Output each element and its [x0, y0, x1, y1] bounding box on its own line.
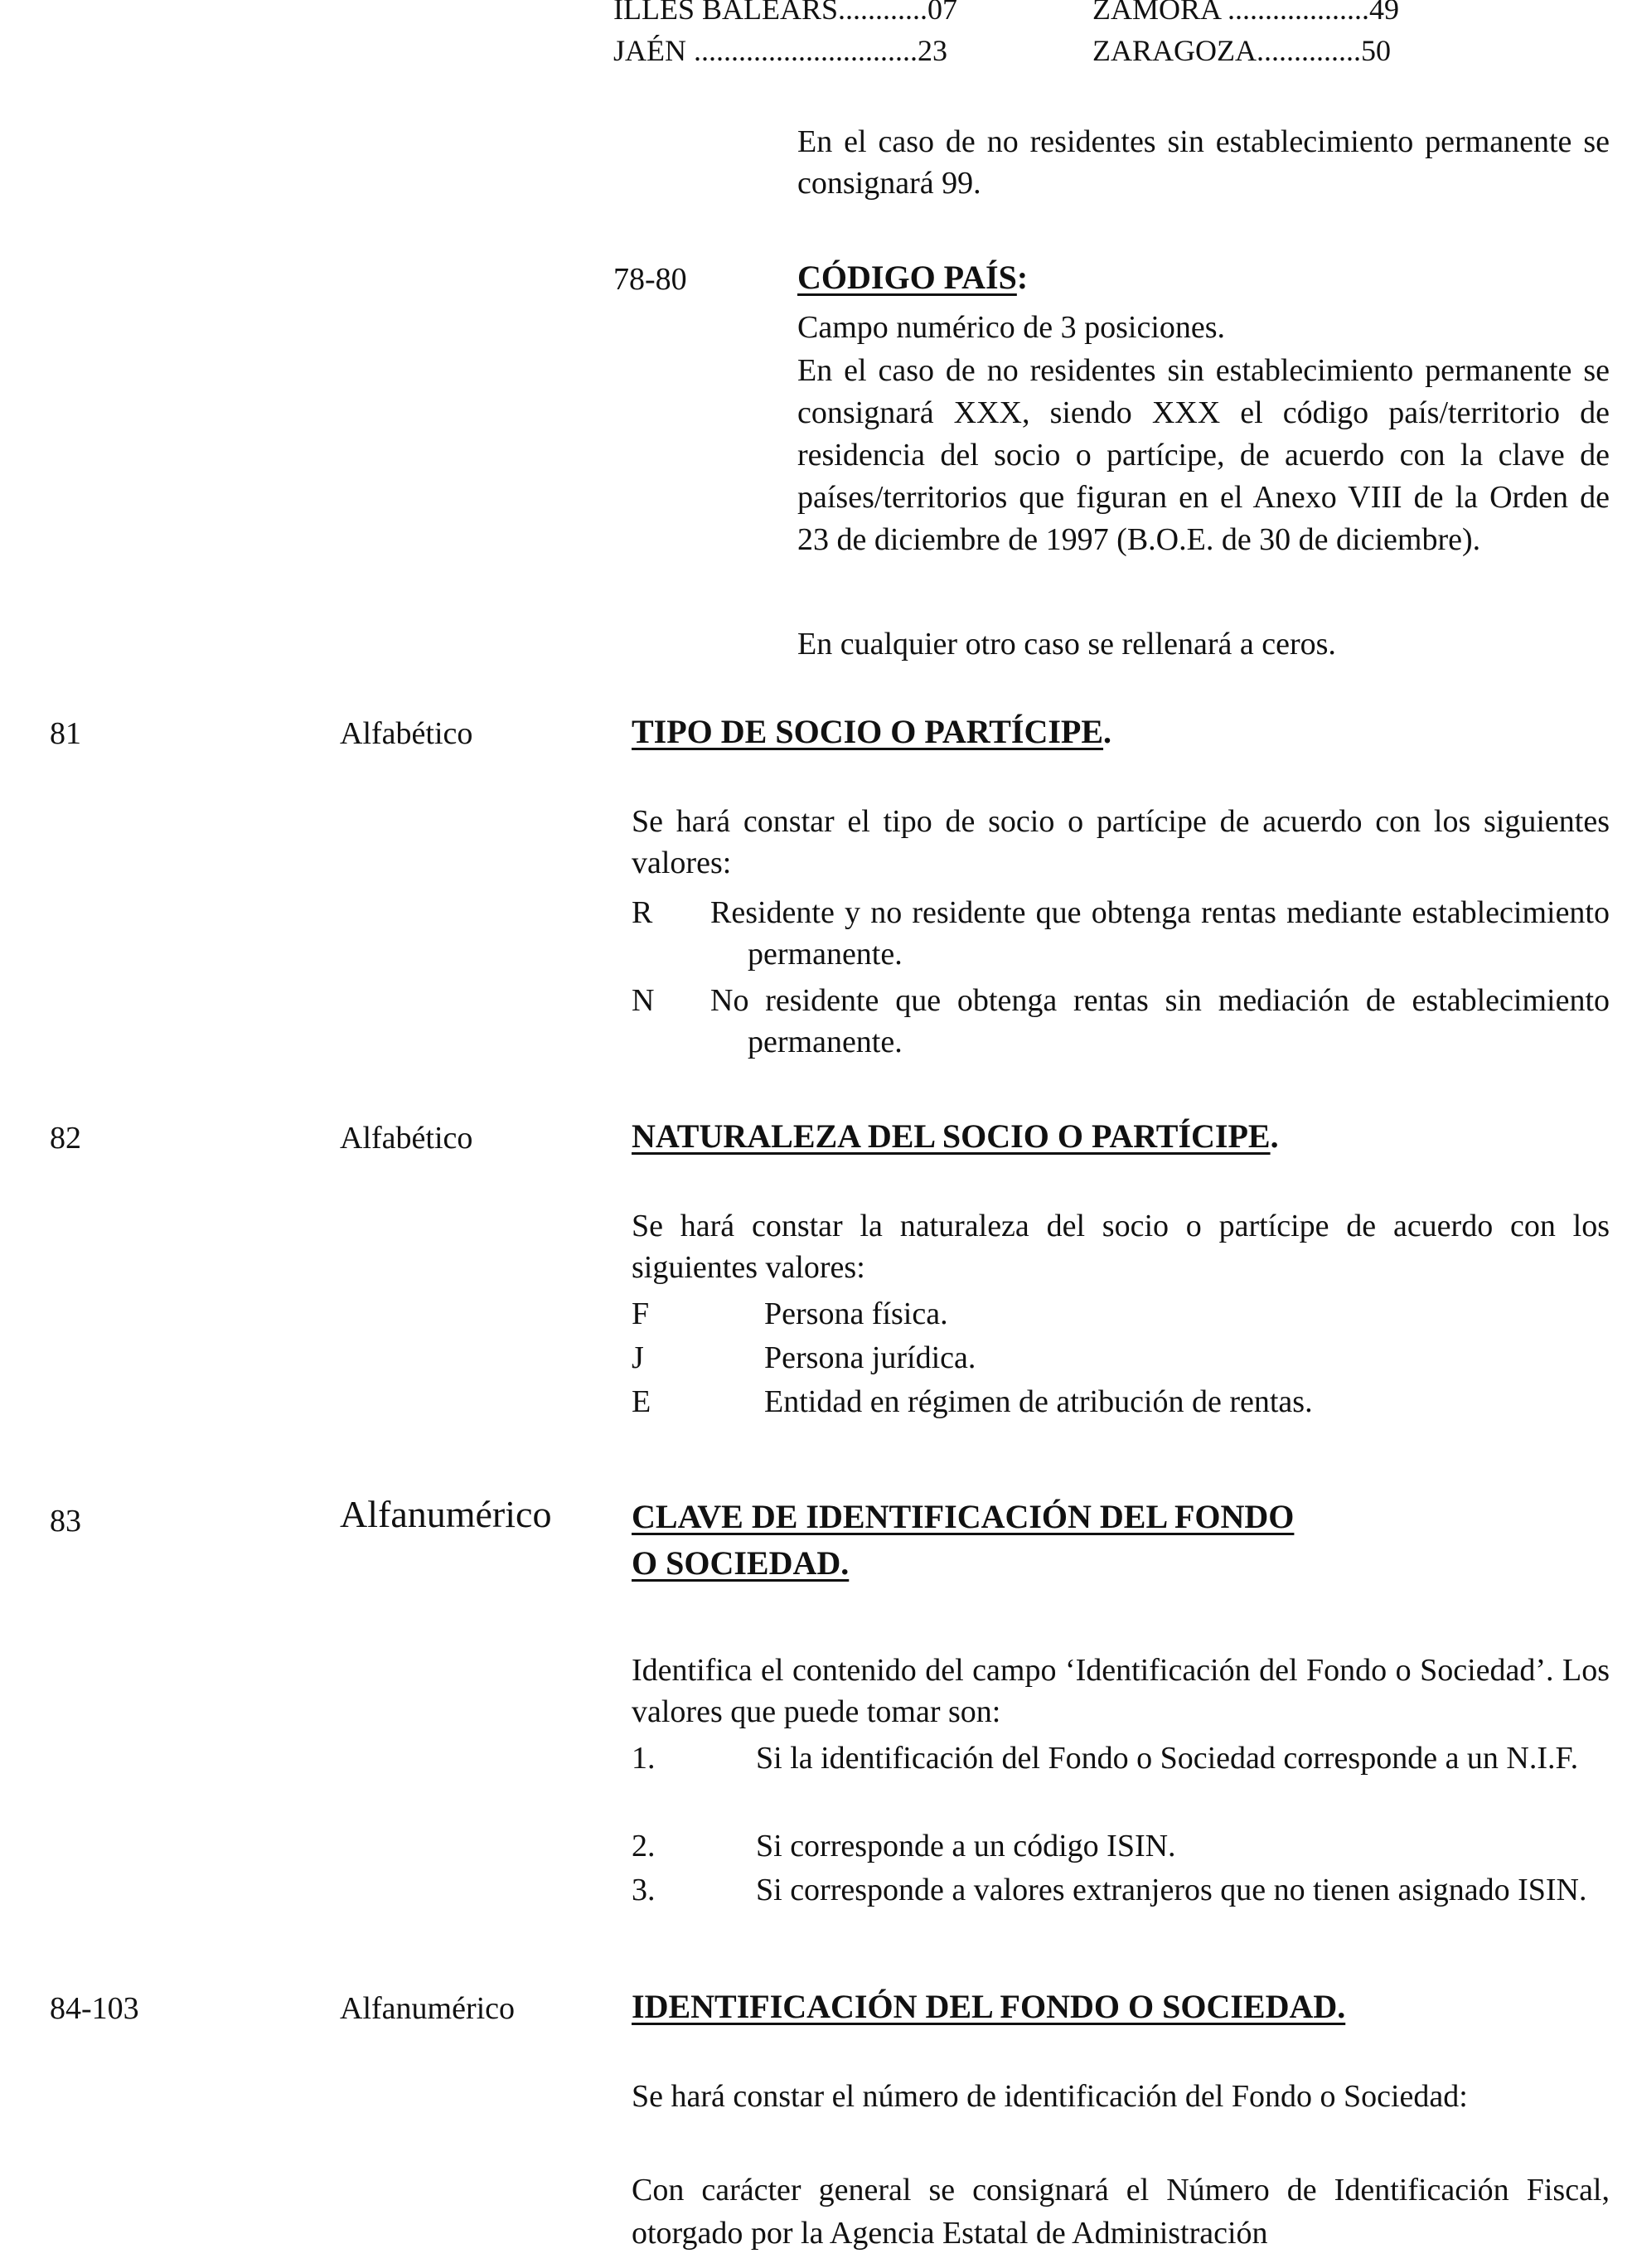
value-key: N [632, 983, 655, 1018]
field-title-suffix: . [1270, 1117, 1279, 1155]
field-title-line: CLAVE DE IDENTIFICACIÓN DEL FONDO [632, 1498, 1295, 1535]
field-intro: Se hará constar el tipo de socio o partícipe de acuerdo con los siguientes valores: [632, 804, 1610, 880]
field-title [632, 1494, 1294, 1587]
field-position: 84-103 [50, 1991, 139, 2026]
field-intro: Identifica el contenido del campo ‘Identificación del Fondo o Sociedad’. Los valores que puede tomar son: [632, 1653, 1610, 1729]
field-description: En el caso de no residentes sin establecimiento permanente se consignará XXX, siendo XXX el código país/territorio de residencia del socio o partícipe, de acuerdo con la clave de países/territorios que figuran en el Anexo VIII de la Orden de 23 de diciembre de 1997 (B.O.E. de 30 de diciembre). [797, 353, 1610, 557]
value-text: No residente que obtenga rentas sin mediación de establecimiento permanente. [710, 983, 1610, 1059]
value-key: J [632, 1340, 644, 1375]
province-left-2: JAÉN ..............................23 [613, 34, 947, 67]
province-left-1: ILLES BALEARS............07 [613, 0, 958, 26]
field-description: Campo numérico de 3 posiciones. [797, 310, 1226, 345]
field-title [632, 1116, 1279, 1157]
value-text: Si corresponde a un código ISIN. [756, 1829, 1176, 1863]
field-title-suffix: . [1103, 713, 1112, 750]
field-type: Alfanumérico [340, 1991, 516, 2026]
value-text: Persona jurídica. [764, 1340, 976, 1375]
field-type: Alfabético [340, 1121, 473, 1156]
field-type: Alfabético [340, 716, 473, 751]
value-text: Persona física. [764, 1296, 948, 1331]
field-description: En cualquier otro caso se rellenará a ceros. [797, 627, 1336, 662]
field-title [632, 1986, 1345, 2028]
field-title-text: CÓDIGO PAÍS [797, 259, 1017, 296]
field-position: 82 [50, 1121, 81, 1156]
field-title-text: TIPO DE SOCIO O PARTÍCIPE [632, 713, 1104, 750]
field-description: Con carácter general se consignará el Número de Identificación Fiscal, otorgado por la Agencia Estatal de Administración [632, 2173, 1610, 2251]
value-text: Si corresponde a valores extranjeros que no tienen asignado ISIN. [756, 1873, 1587, 1907]
province-right-1: ZAMORA ...................49 [1092, 0, 1400, 26]
field-title [632, 711, 1111, 753]
field-title-suffix: : [1016, 259, 1029, 296]
field-title-text: IDENTIFICACIÓN DEL FONDO O SOCIEDAD. [632, 1988, 1346, 2025]
value-key: 2. [632, 1829, 656, 1863]
field-position: 83 [50, 1504, 81, 1539]
field-intro: Se hará constar la naturaleza del socio o partícipe de acuerdo con los siguientes valores: [632, 1209, 1610, 1285]
field-position: 78-80 [613, 262, 687, 297]
field-type: Alfanumérico [340, 1493, 552, 1535]
value-key: E [632, 1384, 651, 1419]
field-position: 81 [50, 716, 81, 751]
value-key: F [632, 1296, 650, 1331]
value-text: Entidad en régimen de atribución de rentas. [764, 1384, 1313, 1419]
value-text: Si la identificación del Fondo o Sociedad corresponde a un N.I.F. [756, 1741, 1579, 1776]
field-title [797, 257, 1028, 298]
province-note: En el caso de no residentes sin establecimiento permanente se consignará 99. [797, 124, 1610, 201]
value-key: R [632, 895, 653, 930]
field-title-line: O SOCIEDAD. [632, 1544, 850, 1582]
field-title-text: NATURALEZA DEL SOCIO O PARTÍCIPE [632, 1117, 1271, 1155]
field-intro: Se hará constar el número de identificación del Fondo o Sociedad: [632, 2079, 1468, 2114]
value-text: Residente y no residente que obtenga rentas mediante establecimiento permanente. [710, 895, 1610, 972]
value-key: 3. [632, 1873, 656, 1907]
province-right-2: ZARAGOZA..............50 [1092, 34, 1391, 67]
value-key: 1. [632, 1741, 656, 1776]
